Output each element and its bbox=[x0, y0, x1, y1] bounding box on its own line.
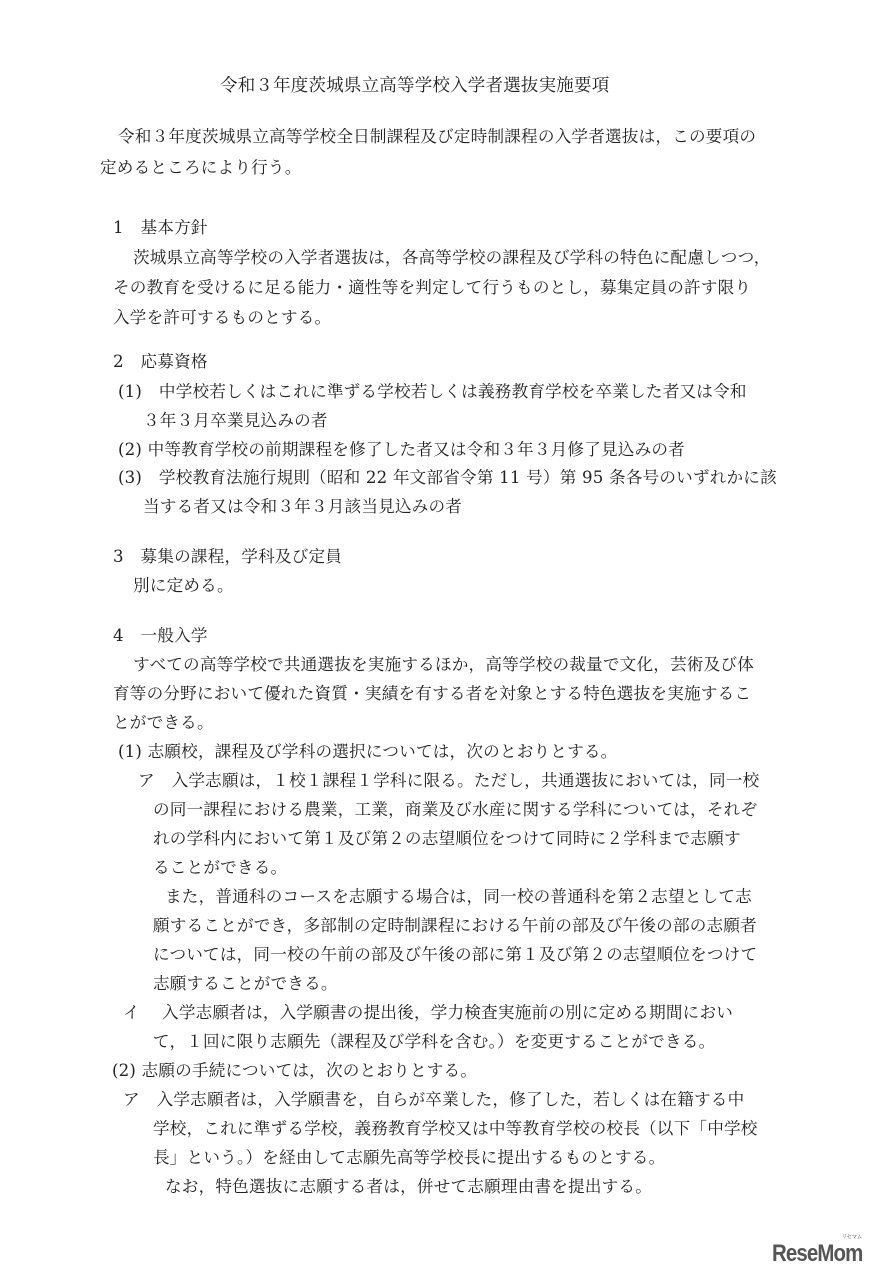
body-line: (3) 学校教育法施行規則（昭和 22 年文部省令第 11 号）第 95 条各号のいずれかに該 bbox=[118, 468, 777, 487]
body-line: て，１回に限り志願先（課程及び学科を含む。）を変更することができる。 bbox=[153, 1032, 716, 1051]
body-line: 育等の分野において優れた資質・実績を有する者を対象とする特色選抜を実施するこ bbox=[113, 684, 752, 703]
body-line: イ 入学志願者は，入学願書の提出後，学力検査実施前の別に定める期間におい bbox=[123, 1003, 734, 1022]
section-heading: 1 基本方針 bbox=[113, 218, 208, 237]
resemom-logo bbox=[772, 1235, 863, 1268]
document-title: 令和３年度茨城県立高等学校入学者選抜実施要項 bbox=[220, 76, 610, 96]
body-line: れの学科内において第１及び第２の志望順位をつけて同時に２学科まで志願す bbox=[153, 829, 741, 848]
body-line: 入学を許可するものとする。 bbox=[113, 308, 332, 327]
body-line: すべての高等学校で共通選抜を実施するほか，高等学校の裁量で文化，芸術及び体 bbox=[133, 655, 755, 674]
body-line: (2) 中等教育学校の前期課程を修了した者又は令和３年３月修了見込みの者 bbox=[118, 440, 685, 459]
body-line: とができる。 bbox=[113, 713, 214, 732]
body-line: 長」という。）を経由して志願先高等学校長に提出するものとする。 bbox=[153, 1148, 666, 1167]
body-line: (2) 志願の手続については，次のとおりとする。 bbox=[112, 1061, 478, 1080]
body-line: ることができる。 bbox=[153, 858, 288, 877]
body-line: その教育を受けるに足る能力・適性等を判定して行うものとし，募集定員の許す限り bbox=[113, 278, 752, 297]
body-line: (1) 中学校若しくはこれに準ずる学校若しくは義務教育学校を卒業した者又は令和 bbox=[118, 382, 747, 401]
body-line: (1) 志願校，課程及び学科の選択については，次のとおりとする。 bbox=[118, 742, 618, 761]
body-line: 別に定める。 bbox=[133, 576, 234, 595]
body-line: 当する者又は令和３年３月該当見込みの者 bbox=[143, 497, 463, 516]
body-line: 定めるところにより行う。 bbox=[100, 158, 302, 177]
body-line: なお，特色選抜に志願する者は，併せて志願理由書を提出する。 bbox=[165, 1177, 653, 1196]
body-line: 願することができ，多部制の定時制課程における午前の部及び午後の部の志願者 bbox=[153, 916, 757, 935]
section-heading: 4 一般入学 bbox=[113, 626, 208, 645]
body-line: 学校，これに準ずる学校，義務教育学校又は中等教育学校の校長（以下「中学校 bbox=[153, 1119, 758, 1138]
logo-text: ReseMom bbox=[772, 1240, 863, 1267]
body-line: 茨城県立高等学校の入学者選抜は，各高等学校の課程及び学科の特色に配慮しつつ， bbox=[133, 248, 771, 267]
body-line: の同一課程における農業，工業，商業及び水産に関する学科については，それぞ bbox=[153, 800, 758, 819]
body-line: については，同一校の午前の部及び午後の部に第１及び第２の志望順位をつけて bbox=[153, 945, 758, 964]
body-line: ３年３月卒業見込みの者 bbox=[143, 411, 328, 430]
body-line: 志願することができる。 bbox=[153, 974, 338, 993]
section-heading: 3 募集の課程，学科及び定員 bbox=[113, 547, 343, 566]
body-line: 令和３年度茨城県立高等学校全日制課程及び定時制課程の入学者選抜は，この要項の bbox=[118, 127, 757, 146]
body-line: ア 入学志願は，１校１課程１学科に限る。ただし，共通選抜においては，同一校 bbox=[138, 771, 760, 790]
body-line: また，普通科のコースを志願する場合は，同一校の普通科を第２志望として志 bbox=[165, 887, 752, 906]
section-heading: 2 応募資格 bbox=[113, 352, 208, 371]
logo-subtext: リセマム bbox=[841, 1235, 863, 1241]
body-line: ア 入学志願者は，入学願書を，自らが卒業した，修了した，若しくは在籍する中 bbox=[123, 1090, 745, 1109]
